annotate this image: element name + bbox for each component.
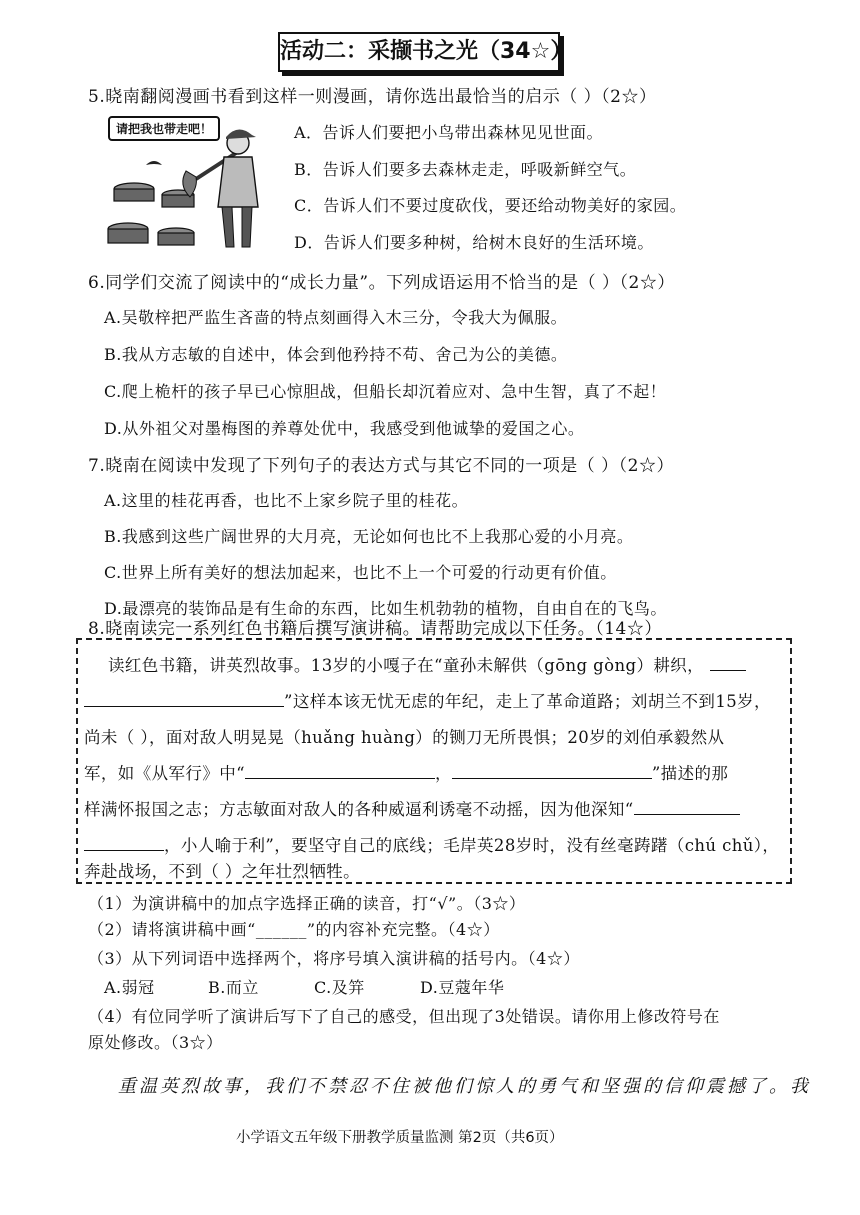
q7-option-b: B.我感到这些广阔世界的大月亮，无论如何也比不上我那心爱的小月亮。 (104, 527, 634, 546)
speech-line-4: 军，如《从军行》中“ ， ”描述的那 (84, 764, 729, 783)
q6-option-d: D.从外祖父对墨梅图的养尊处优中，我感受到他诚挚的爱国之心。 (104, 419, 585, 438)
q6-option-b: B.我从方志敏的自述中，体会到他矜持不苟、舍己为公的美德。 (104, 345, 568, 364)
q7-stem: 7.晓南在阅读中发现了下列句子的表达方式与其它不同的一项是（ ）（2☆） (88, 456, 674, 476)
q5-option-b: B．告诉人们要多去森林走走，呼吸新鲜空气。 (294, 160, 637, 179)
speech-line-3: 尚未（ ），面对敌人明晃晃（huǎng huàng）的铡刀无所畏惧；20岁的刘伯承毅然从 (84, 728, 725, 747)
speech-line-6: ，小人喻于利”，要坚守自己的底线；毛岸英28岁时，没有丝毫踌躇（chú chǔ）， (84, 832, 779, 856)
q6-stem: 6.同学们交流了阅读中的“成长力量”。下列成语运用不恰当的是（ ）（2☆） (88, 273, 675, 293)
page-footer: 小学语文五年级下册教学质量监测 第2页（共6页） (236, 1130, 564, 1146)
choice-b: B.而立 (208, 978, 259, 997)
q5-stem: 5.晓南翻阅漫画书看到这样一则漫画，请你选出最恰当的启示（ ）（2☆） (88, 87, 657, 107)
answer-blank[interactable] (84, 706, 284, 707)
answer-blank[interactable] (452, 778, 652, 779)
choice-a: A.弱冠 (104, 978, 155, 997)
q7-option-a: A.这里的桂花再香，也比不上家乡院子里的桂花。 (104, 491, 469, 510)
choice-d: D.豆蔻年华 (420, 978, 505, 997)
section-title: 活动二：采撷书之光（34☆） (278, 32, 560, 72)
q5-option-d: D．告诉人们要多种树，给树木良好的生活环境。 (294, 233, 654, 252)
speech-line-1: 读红色书籍，讲英烈故事。13岁的小嘎子在“童孙未解供（gōng gòng）耕织， (108, 652, 746, 676)
q8-sub-4-line-2: 原处修改。（3☆） (88, 1033, 223, 1052)
q6-option-a: A.吴敬梓把严监生吝啬的特点刻画得入木三分，令我大为佩服。 (104, 308, 568, 327)
q6-option-c: C.爬上桅杆的孩子早已心惊胆战，但船长却沉着应对、急中生智，真了不起！ (104, 382, 667, 401)
student-feedback-text: 重温英烈故事，我们不禁忍不住被他们惊人的勇气和坚强的信仰震撼了。我 (118, 1076, 811, 1097)
q8-sub-4-line-1: （4）有位同学听了演讲后写下了自己的感受，但出现了3处错误。请你用上修改符号在 (88, 1007, 720, 1026)
answer-blank[interactable] (634, 814, 740, 815)
q5-option-c: C．告诉人们不要过度砍伐，要还给动物美好的家园。 (294, 196, 687, 215)
q8-sub-1: （1）为演讲稿中的加点字选择正确的读音，打“√”。（3☆） (88, 894, 526, 913)
q5-option-a: A．告诉人们要把小鸟带出森林见见世面。 (294, 123, 604, 142)
speech-line-5: 样满怀报国之志；方志敏面对敌人的各种威逼利诱毫不动摇，因为他深知“ (84, 796, 740, 820)
q7-option-d: D.最漂亮的装饰品是有生命的东西，比如生机勃勃的植物，自由自在的飞鸟。 (104, 599, 667, 618)
answer-blank[interactable] (245, 778, 435, 779)
q7-option-c: C.世界上所有美好的想法加起来，也比不上一个可爱的行动更有价值。 (104, 563, 617, 582)
choice-c: C.及笄 (314, 978, 365, 997)
q8-sub-3: （3）从下列词语中选择两个，将序号填入演讲稿的括号内。（4☆） (88, 949, 580, 968)
speech-line-2: ”这样本该无忧无虑的年纪，走上了革命道路；刘胡兰不到15岁， (84, 688, 771, 712)
answer-blank[interactable] (84, 850, 164, 851)
q8-stem: 8.晓南读完一系列红色书籍后撰写演讲稿。请帮助完成以下任务。（14☆） (88, 619, 662, 639)
speech-line-7: 奔赴战场，不到（ ）之年壮烈牺牲。 (84, 862, 361, 881)
answer-blank[interactable] (710, 670, 746, 671)
q8-sub-2: （2）请将演讲稿中画“______”的内容补充完整。（4☆） (88, 920, 500, 939)
comic-speech-bubble: 请把我也带走吧！ (108, 116, 220, 141)
